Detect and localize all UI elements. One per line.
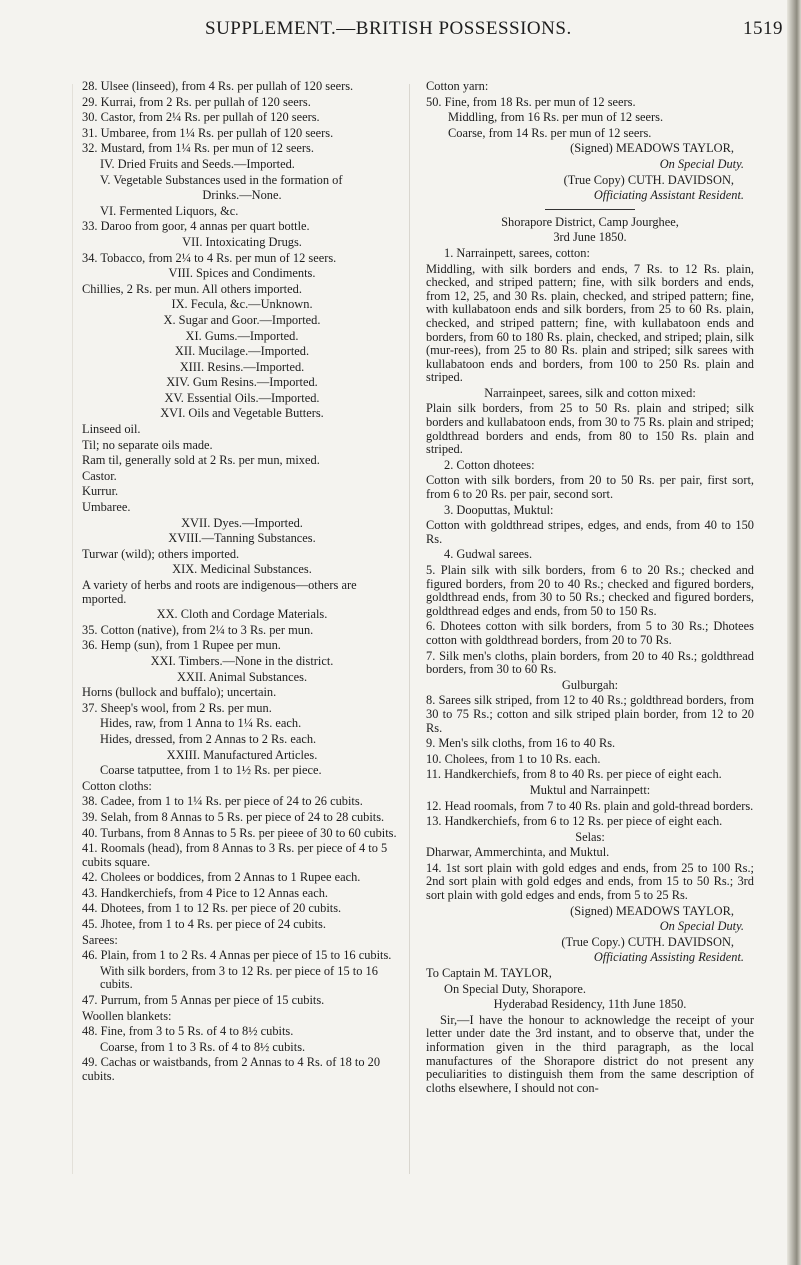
right-paragraph: Officiating Assistant Resident. xyxy=(593,188,744,203)
page-number: 1519 xyxy=(743,18,783,39)
right-paragraph: Cotton yarn: xyxy=(426,79,489,93)
right-paragraph: 1. Narrainpett, sarees, cotton: xyxy=(444,245,590,260)
right-column xyxy=(426,80,754,1097)
left-paragraph: Linseed oil. xyxy=(82,422,141,437)
right-paragraph: 6. Dhotees cotton with silk borders, from 5 to 30 Rs.; Dhotees cotton with goldthread borders, from 20 to 70 Rs. xyxy=(426,619,754,647)
left-paragraph: 28. Ulsee (linseed), from 4 Rs. per pullah of 120 seers. xyxy=(82,79,354,93)
left-paragraph: Sarees: xyxy=(82,932,118,947)
left-paragraph: 35. Cotton (native), from 2¼ to 3 Rs. per mun. xyxy=(82,622,314,637)
right-paragraph: Narrainpeet, sarees, silk and cotton mixed: xyxy=(484,385,696,400)
left-paragraph: Kurrur. xyxy=(82,484,119,499)
right-paragraph: 7. Silk men's cloths, plain borders, from 20 to 40 Rs.; goldthread borders, from 30 to 60 Rs. xyxy=(426,648,754,677)
left-paragraph: XVI. Oils and Vegetable Butters. xyxy=(160,406,324,421)
separator-rule xyxy=(545,209,635,210)
left-paragraph: 37. Sheep's wool, from 2 Rs. per mun. xyxy=(82,700,272,715)
right-paragraph: Plain silk borders, from 25 to 50 Rs. plain and striped; silk borders and kullabatoon ends, from 30 to 75 Rs. plain and striped; goldthread borders and ends, from 80 to 150 Rs. plain and striped. xyxy=(426,401,754,457)
left-paragraph: V. Vegetable Substances used in the formation of xyxy=(100,172,343,187)
right-paragraph: (True Copy) CUTH. DAVIDSON, xyxy=(563,172,734,187)
right-paragraph: On Special Duty, Shorapore. xyxy=(444,981,587,996)
right-paragraph: Dharwar, Ammerchinta, and Muktul. xyxy=(426,845,610,860)
right-paragraph: 8. Sarees silk striped, from 12 to 40 Rs.; goldthread borders, from 30 to 75 Rs.; cotton and silk striped plain border, from 12 to 20 Rs. xyxy=(426,693,754,735)
right-paragraph: (Signed) MEADOWS TAYLOR, xyxy=(570,141,734,156)
left-paragraph: XXII. Animal Substances. xyxy=(176,669,308,684)
left-paragraph: Coarse tatputtee, from 1 to 1½ Rs. per piece. xyxy=(100,763,322,778)
left-paragraph: 38. Cadee, from 1 to 1¼ Rs. per piece of 24 to 26 cubits. xyxy=(82,794,363,809)
left-paragraph: XXIII. Manufactured Articles. xyxy=(166,747,318,762)
right-paragraph: 10. Cholees, from 1 to 10 Rs. each. xyxy=(426,751,601,766)
left-paragraph: 31. Umbaree, from 1¼ Rs. per pullah of 120 seers. xyxy=(82,125,334,140)
left-paragraph: XII. Mucilage.—Imported. xyxy=(174,344,310,359)
left-paragraph: 42. Cholees or boddices, from 2 Annas to 1 Rupee each. xyxy=(82,870,361,885)
left-paragraph: 32. Mustard, from 1¼ Rs. per mun of 12 seers. xyxy=(82,141,314,156)
right-paragraph: (Signed) MEADOWS TAYLOR, xyxy=(570,903,734,918)
left-paragraph: XI. Gums.—Imported. xyxy=(185,328,299,343)
left-paragraph: 33. Daroo from goor, 4 annas per quart bottle. xyxy=(82,219,310,234)
right-paragraph: 4. Gudwal sarees. xyxy=(444,547,533,562)
left-paragraph: 47. Purrum, from 5 Annas per piece of 15 cubits. xyxy=(82,993,325,1008)
left-paragraph: 36. Hemp (sun), from 1 Rupee per mun. xyxy=(82,638,281,653)
right-paragraph: 5. Plain silk with silk borders, from 6 to 20 Rs.; checked and figured borders, from 20 to 40 Rs.; checked and figured borders, goldthread ends, from 30 to 50 Rs.; checked and figured borders, goldthread edges and ends, from 50 to 150 Rs. xyxy=(426,563,754,618)
left-paragraph: 29. Kurrai, from 2 Rs. per pullah of 120 seers. xyxy=(82,94,311,109)
left-paragraph: XXI. Timbers.—None in the district. xyxy=(150,653,334,668)
left-paragraph: With silk borders, from 3 to 12 Rs. per piece of 15 to 16 cubits. xyxy=(100,963,378,992)
left-paragraph: Coarse, from 1 to 3 Rs. of 4 to 8½ cubits. xyxy=(100,1039,306,1054)
left-paragraph: 34. Tobacco, from 2¼ to 4 Rs. per mun of 12 seers. xyxy=(82,250,337,265)
left-paragraph: Woollen blankets: xyxy=(82,1008,172,1023)
left-paragraph: 43. Handkerchiefs, from 4 Pice to 12 Annas each. xyxy=(82,885,329,900)
right-paragraph: Middling, with silk borders and ends, 7 Rs. to 12 Rs. plain, checked, and striped pattern; fine, with silk borders and ends, from 12, 25, and 30 Rs. plain, checked, and striped pattern; fine, with kullabatoon ends and silk borders, from 25 to 60 Rs. plain, checked, and striped pattern; fine, with kullabatoon ends and borders, from 60 to 180 Rs. plain, checked, and striped; plain, silk (mur-rees), from 25 to 80 Rs. plain and striped; silk sarees with kullabatoon ends and borders, from 100 to 250 Rs. plain and striped. xyxy=(426,261,754,385)
left-paragraph: Ram til, generally sold at 2 Rs. per mun, mixed. xyxy=(82,453,320,468)
left-paragraph: 48. Fine, from 3 to 5 Rs. of 4 to 8½ cubits. xyxy=(82,1024,294,1039)
left-paragraph: XVIII.—Tanning Substances. xyxy=(168,531,316,546)
left-paragraph: VIII. Spices and Condiments. xyxy=(168,266,316,281)
left-paragraph: IX. Fecula, &c.—Unknown. xyxy=(171,297,313,312)
column-divider xyxy=(409,84,410,1174)
running-title: SUPPLEMENT.—BRITISH POSSESSIONS. xyxy=(205,18,572,39)
right-paragraph: Coarse, from 14 Rs. per mun of 12 seers. xyxy=(448,125,652,140)
right-paragraph: On Special Duty. xyxy=(659,919,744,934)
left-paragraph: 44. Dhotees, from 1 to 12 Rs. per piece of 20 cubits. xyxy=(82,901,342,916)
left-paragraph: VII. Intoxicating Drugs. xyxy=(182,234,302,249)
right-paragraph: Selas: xyxy=(575,829,605,844)
left-paragraph: 39. Selah, from 8 Annas to 5 Rs. per piece of 24 to 28 cubits. xyxy=(82,809,385,824)
right-paragraph: Hyderabad Residency, 11th June 1850. xyxy=(493,997,687,1012)
right-paragraph: 13. Handkerchiefs, from 6 to 12 Rs. per piece of eight each. xyxy=(426,814,723,829)
left-paragraph: Umbaree. xyxy=(82,500,131,515)
left-paragraph: IV. Dried Fruits and Seeds.—Imported. xyxy=(100,156,295,171)
left-paragraph: 30. Castor, from 2¼ Rs. per pullah of 120 seers. xyxy=(82,110,320,125)
right-paragraph: On Special Duty. xyxy=(659,156,744,171)
left-paragraph: Turwar (wild); others imported. xyxy=(82,546,240,561)
right-paragraph: To Captain M. TAYLOR, xyxy=(426,966,552,981)
right-paragraph: Cotton with silk borders, from 20 to 50 Rs. per pair, first sort, from 6 to 20 Rs. per pair, second sort. xyxy=(426,473,754,502)
right-paragraph: 50. Fine, from 18 Rs. per mun of 12 seers. xyxy=(426,94,636,109)
left-paragraph: 40. Turbans, from 8 Annas to 5 Rs. per pieee of 30 to 60 cubits. xyxy=(82,825,397,840)
left-paragraph: Til; no separate oils made. xyxy=(82,437,213,452)
right-paragraph: Cotton with goldthread stripes, edges, and ends, from 40 to 150 Rs. xyxy=(426,518,754,546)
left-paragraph: XX. Cloth and Cordage Materials. xyxy=(156,607,328,622)
left-column xyxy=(82,80,402,1086)
right-paragraph: Shorapore District, Camp Jourghee, xyxy=(501,214,679,229)
left-paragraph: 46. Plain, from 1 to 2 Rs. 4 Annas per piece of 15 to 16 cubits. xyxy=(82,948,392,963)
left-paragraph: XIV. Gum Resins.—Imported. xyxy=(166,375,318,390)
left-paragraph: Castor. xyxy=(82,468,117,483)
right-paragraph: 14. 1st sort plain with gold edges and ends, from 25 to 100 Rs.; 2nd sort plain with gold edges and ends, from 15 to 50 Rs.; 3rd sort plain with gold edges and ends, from 5 to 25 Rs. xyxy=(426,860,754,903)
right-paragraph: Officiating Assisting Resident. xyxy=(593,950,744,965)
left-paragraph: VI. Fermented Liquors, &c. xyxy=(100,203,239,218)
left-paragraph: XIX. Medicinal Substances. xyxy=(172,562,312,577)
right-paragraph: 3. Dooputtas, Muktul: xyxy=(444,502,554,517)
right-paragraph: Gulburgah: xyxy=(561,677,619,692)
right-paragraph: 12. Head roomals, from 7 to 40 Rs. plain and gold-thread borders. xyxy=(426,798,754,813)
left-paragraph: X. Sugar and Goor.—Imported. xyxy=(163,312,321,327)
left-paragraph: Hides, raw, from 1 Anna to 1¼ Rs. each. xyxy=(100,716,302,731)
left-paragraph: 49. Cachas or waistbands, from 2 Annas to 4 Rs. of 18 to 20 cubits. xyxy=(82,1055,381,1083)
right-paragraph: 11. Handkerchiefs, from 8 to 40 Rs. per piece of eight each. xyxy=(426,767,722,782)
right-paragraph: Muktul and Narrainpett: xyxy=(529,782,651,797)
right-paragraph: (True Copy.) CUTH. DAVIDSON, xyxy=(561,934,734,949)
right-paragraph: 3rd June 1850. xyxy=(553,230,627,245)
left-paragraph: XIII. Resins.—Imported. xyxy=(179,359,305,374)
left-paragraph: Hides, dressed, from 2 Annas to 2 Rs. each. xyxy=(100,731,317,746)
right-paragraph: Sir,—I have the honour to acknowledge the receipt of your letter under date the 3rd instant, and to observe that, under the information given in the third paragraph, as the local manufactures of the Shorapore district do not present any peculiarities to distinguish them from the same description of cloths elsewhere, I should not con- xyxy=(426,1012,754,1095)
left-paragraph: Cotton cloths: xyxy=(82,778,152,793)
page-edge-shadow xyxy=(787,0,801,1265)
margin-line xyxy=(72,84,73,1174)
left-paragraph: XVII. Dyes.—Imported. xyxy=(181,515,303,530)
left-paragraph: A variety of herbs and roots are indigenous—others are mported. xyxy=(82,578,357,606)
left-paragraph: 45. Jhotee, from 1 to 4 Rs. per piece of 24 cubits. xyxy=(82,917,326,932)
right-paragraph: 9. Men's silk cloths, from 16 to 40 Rs. xyxy=(426,736,616,751)
left-paragraph: Drinks.—None. xyxy=(202,188,282,203)
right-paragraph: Middling, from 16 Rs. per mun of 12 seers. xyxy=(448,110,664,125)
left-paragraph: Chillies, 2 Rs. per mun. All others imported. xyxy=(82,281,302,296)
left-paragraph: XV. Essential Oils.—Imported. xyxy=(164,390,320,405)
right-paragraph: 2. Cotton dhotees: xyxy=(444,457,535,472)
left-paragraph: 41. Roomals (head), from 8 Annas to 3 Rs. per piece of 4 to 5 cubits square. xyxy=(82,841,388,869)
left-paragraph: Horns (bullock and buffalo); uncertain. xyxy=(82,685,277,700)
